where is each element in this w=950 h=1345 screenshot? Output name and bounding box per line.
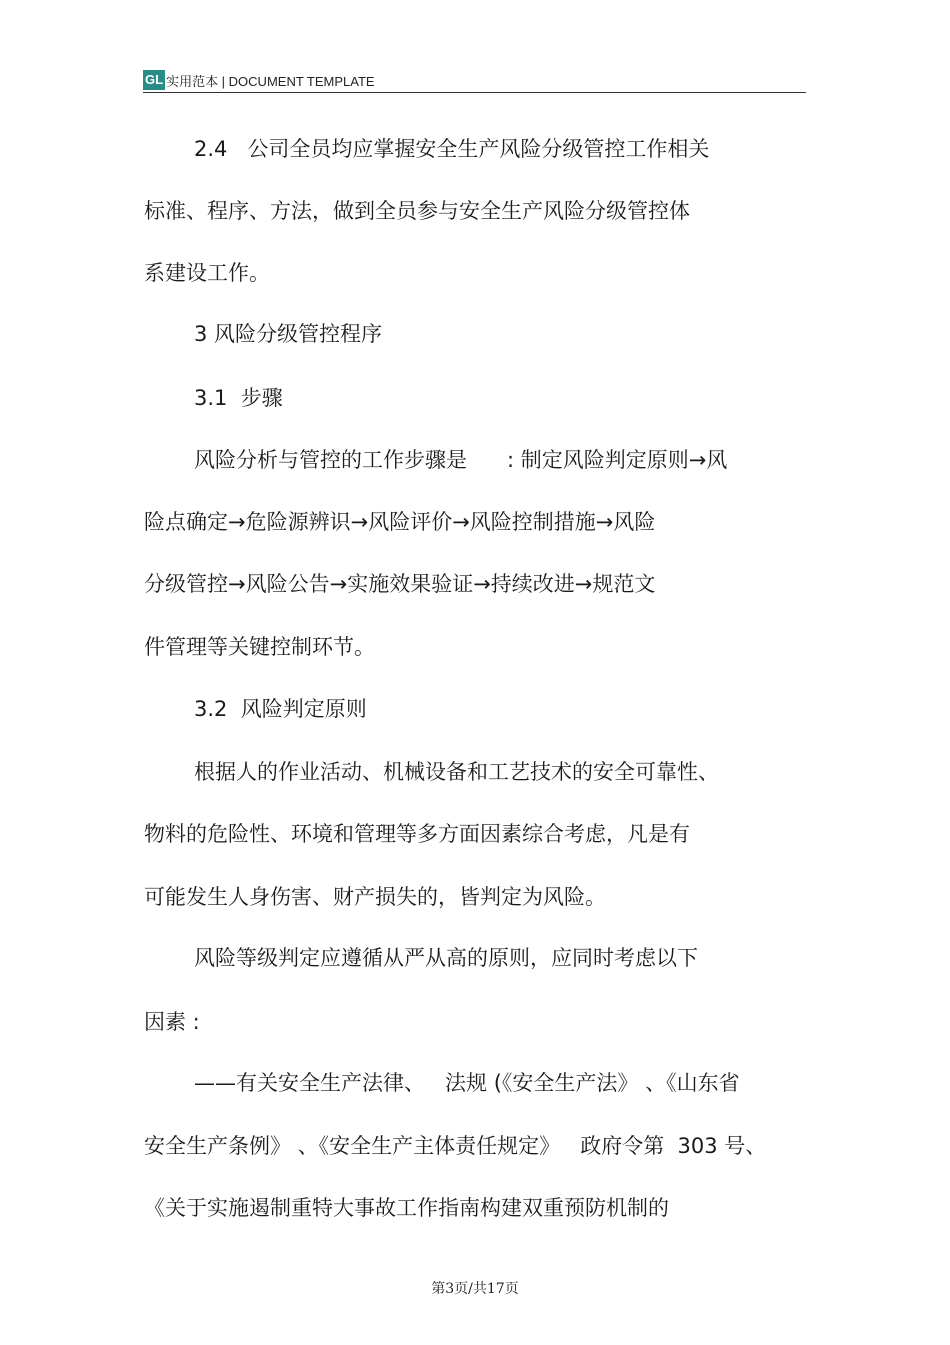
text-line: 根据人的作业活动、机械设备和工艺技术的安全可靠性、 — [194, 760, 719, 784]
page-number: 第3页/共17页 — [431, 1281, 519, 1297]
text-line: 件管理等关键控制环节。 — [144, 635, 375, 659]
text-line: ——有关安全生产法律、 法规 (《安全生产法》 、《山东省 — [194, 1071, 740, 1095]
text-line: 分级管控→风险公告→实施效果验证→持续改进→规范文 — [144, 572, 656, 596]
text-line: 《关于实施遏制重特大事故工作指南构建双重预防机制的 — [144, 1196, 669, 1220]
subsection-heading: 3.2 风险判定原则 — [194, 697, 367, 721]
text-line: 2.4 公司全员均应掌握安全生产风险分级管控工作相关 — [194, 137, 710, 161]
text-line: 安全生产条例》 、《安全生产主体责任规定》 政府令第 303 号、 — [144, 1134, 767, 1158]
header-title: 实用范本 | DOCUMENT TEMPLATE — [166, 73, 375, 89]
section-heading: 3 风险分级管控程序 — [194, 322, 383, 346]
text-line: 物料的危险性、环境和管理等多方面因素综合考虑，凡是有 — [144, 822, 690, 846]
subsection-heading: 3.1 步骤 — [194, 386, 283, 410]
text-line: 系建设工作。 — [144, 261, 270, 285]
text-line: 标准、程序、方法，做到全员参与安全生产风险分级管控体 — [144, 199, 690, 223]
text-line: 风险分析与管控的工作步骤是 : 制定风险判定原则→风 — [194, 448, 728, 472]
page-header — [143, 68, 806, 93]
text-line: 可能发生人身伤害、财产损失的，皆判定为风险。 — [144, 885, 606, 909]
text-line: 因素 : — [144, 1010, 200, 1034]
logo-badge: GL — [143, 70, 165, 90]
text-line: 风险等级判定应遵循从严从高的原则，应同时考虑以下 — [194, 946, 698, 970]
text-line: 险点确定→危险源辨识→风险评价→风险控制措施→风险 — [144, 510, 656, 534]
